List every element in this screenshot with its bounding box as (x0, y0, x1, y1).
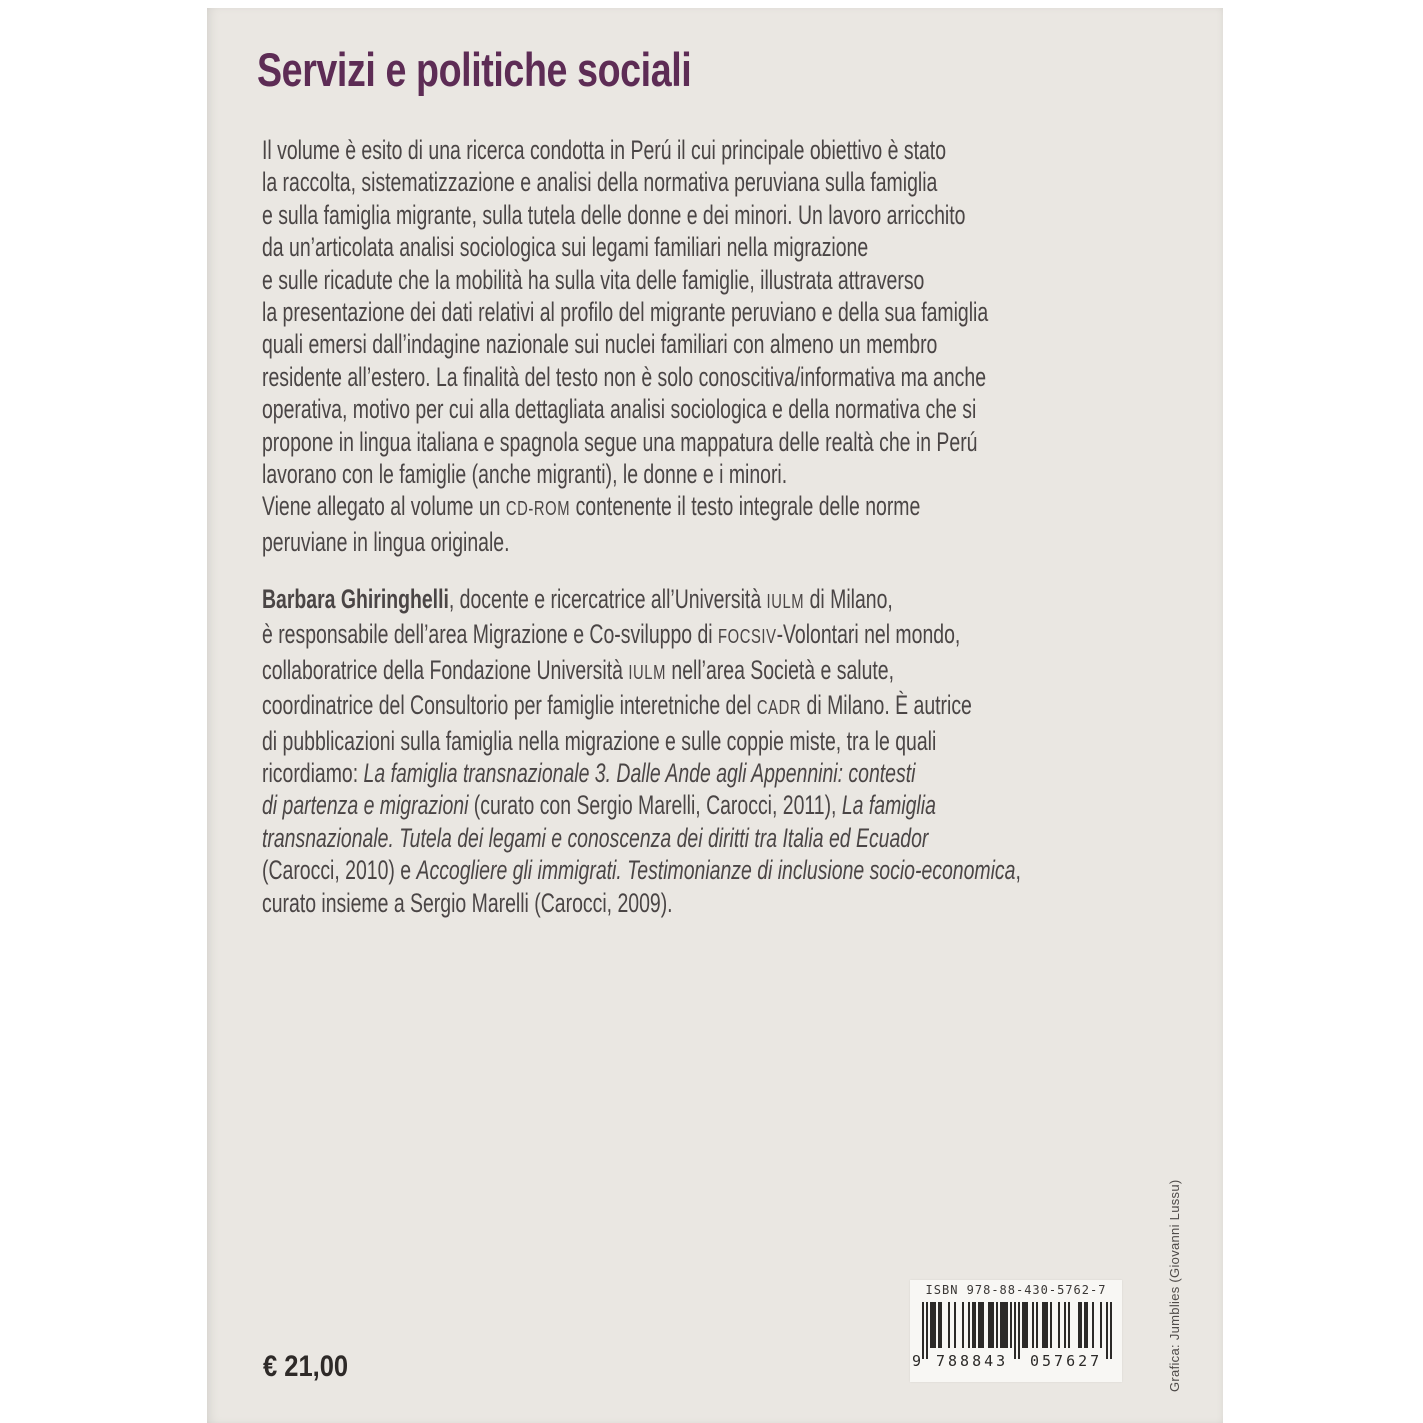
price-label: € 21,00 (263, 1350, 349, 1383)
barcode-digit-group1: 788843 (936, 1352, 1009, 1370)
design-credit: Grafica: Jumblies (Giovanni Lussu) (1167, 1179, 1182, 1392)
barcode-digit-lead: 9 (912, 1352, 922, 1370)
barcode-box (910, 1280, 1122, 1382)
isbn-label: ISBN 978-88-430-5762-7 (925, 1283, 1107, 1297)
description-paragraph: Il volume è esito di una ricerca condotta in Perú il cui principale obiettivo è stato la raccolta, sistematizzazione e analisi della normativa peruviana sulla famiglia e sulla famiglia migrante, sulla tutela delle donne e dei minori. Un lavoro arricchito da un’articolata analisi sociologica sui legami familiari nella migrazione e sulle ricadute che la mobilità ha sulla vita delle famiglie, illustrata attraverso la presentazione dei dati relativi al profilo del migrante peruviano e della sua famiglia quali emersi dall’indagine nazionale sui nuclei familiari con almeno un membro residente all’estero. La finalità del testo non è solo conoscitiva/informativa ma anche operativa, motivo per cui alla dettagliata analisi sociologica e della normativa che si propone in lingua italiana e spagnola segue una mappatura delle realtà che in Perú lavorano con le famiglie (anche migranti), le donne e i minori. Viene allegato al volume un CD-ROM contenente il testo integrale delle norme peruviane in lingua originale. (262, 135, 989, 557)
book-back-cover (207, 8, 1223, 1423)
barcode-digit-group2: 057627 (1030, 1352, 1103, 1370)
series-title: Servizi e politiche sociali (257, 43, 692, 96)
author-bio-paragraph: Barbara Ghiringhelli, docente e ricercatrice all’Università IULM di Milano, è responsabile dell’area Migrazione e Co-sviluppo di FOCSIV-Volontari nel mondo, collaboratrice della Fondazione Università IULM nell’area Società e salute, coordinatrice del Consultorio per famiglie interetniche del CADR di Milano. È autrice di pubblicazioni sulla famiglia nella migrazione e sulle coppie miste, tra le quali ricordiamo: La famiglia transnazionale 3. Dalle Ande agli Appennini: contesti di partenza e migrazioni (curato con Sergio Marelli, Carocci, 2011), La famiglia transnazionale. Tutela dei legami e conoscenza dei diritti tra Italia ed Ecuador (Carocci, 2010) e Accogliere gli immigrati. Testimonianze di inclusione socio-economica, curato insieme a Sergio Marelli (Carocci, 2009). (262, 584, 1021, 918)
